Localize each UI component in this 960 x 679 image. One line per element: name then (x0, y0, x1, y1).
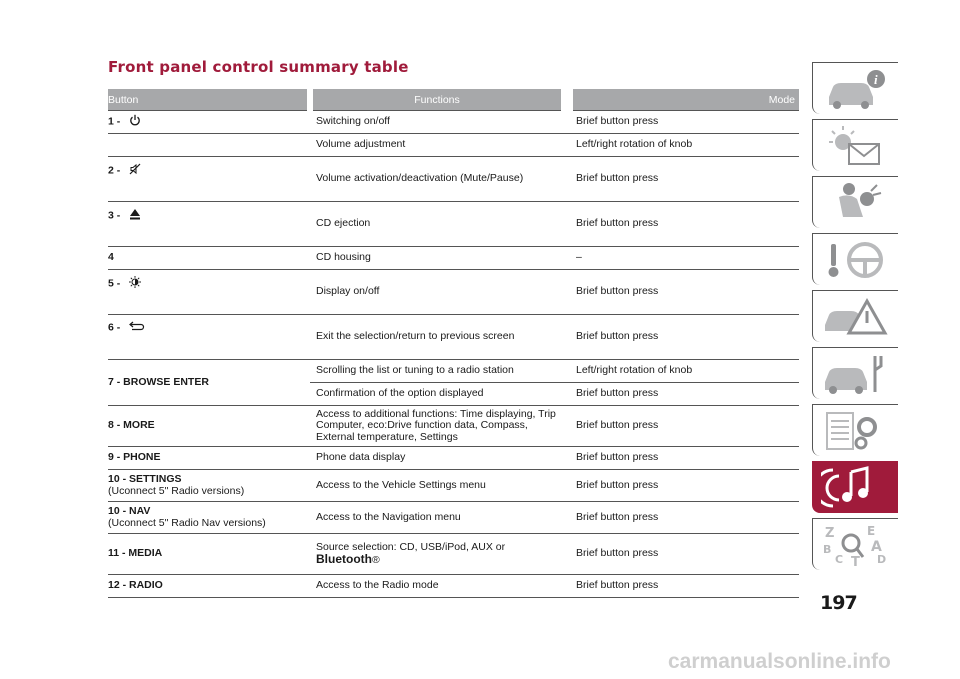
mode-cell: Brief button press (567, 406, 799, 447)
tab-multimedia[interactable] (812, 461, 898, 513)
table-row (108, 134, 799, 157)
page-number: 197 (820, 592, 857, 614)
svg-text:B: B (823, 543, 832, 556)
warning-lights-message-icon (821, 124, 891, 168)
tab-emergency[interactable] (812, 290, 898, 342)
function-cell: Volume adjustment (310, 134, 567, 157)
tab-car-info[interactable] (812, 62, 898, 114)
button-cell (108, 111, 310, 134)
button-label: 5 - (108, 277, 121, 290)
function-cell: Volume activation/deactivation (Mute/Pause) (310, 157, 567, 202)
mute-icon (129, 163, 141, 178)
display-brightness-icon (129, 276, 141, 291)
tab-technical-data[interactable] (812, 404, 898, 456)
button-cell (108, 502, 310, 534)
power-icon (129, 114, 141, 129)
bluetooth-wordmark: Bluetooth (316, 552, 372, 566)
svg-text:A: A (871, 539, 882, 555)
function-cell: Exit the selection/return to previous screen (310, 315, 567, 360)
button-cell (108, 315, 310, 360)
button-cell (108, 270, 310, 315)
function-text: Source selection: CD, USB/iPod, AUX or (316, 540, 506, 553)
function-cell: Phone data display (310, 447, 567, 470)
function-cell: Access to the Vehicle Settings menu (310, 470, 567, 502)
header-mode: Mode (567, 89, 799, 111)
button-label: 10 - SETTINGS (108, 473, 182, 486)
button-label: 1 - (108, 115, 121, 128)
registered-mark: ® (372, 554, 380, 566)
button-version-note: (Uconnect 5" Radio versions) (108, 484, 245, 497)
mode-cell: Brief button press (567, 111, 799, 134)
watermark: carmanualsonline.info (668, 650, 891, 673)
table-row (108, 111, 799, 134)
tab-safety[interactable] (812, 176, 898, 228)
button-label: 6 - (108, 321, 121, 334)
tab-starting-driving[interactable] (812, 233, 898, 285)
function-cell: Confirmation of the option displayed (310, 383, 567, 406)
alphabetical-index-icon (821, 523, 891, 567)
eject-icon (129, 208, 141, 223)
mode-cell: Brief button press (567, 270, 799, 315)
mode-cell: Brief button press (567, 534, 799, 575)
mode-cell: Brief button press (567, 575, 799, 598)
button-cell (108, 360, 310, 406)
table-row (108, 575, 799, 598)
table-row (108, 447, 799, 470)
function-cell: Access to the Navigation menu (310, 502, 567, 534)
mode-cell: – (567, 247, 799, 270)
multimedia-music-icon (821, 466, 891, 510)
function-cell: Switching on/off (310, 111, 567, 134)
tab-warning-lights[interactable] (812, 119, 898, 171)
car-emergency-warning-icon (821, 295, 891, 339)
button-label: 3 - (108, 209, 121, 222)
svg-text:D: D (877, 553, 887, 566)
technical-data-gears-icon (821, 409, 891, 453)
airbag-safety-icon (821, 181, 891, 225)
button-label: 11 - MEDIA (108, 547, 163, 560)
svg-text:T: T (851, 555, 860, 567)
mode-cell: Brief button press (567, 157, 799, 202)
table-row (108, 406, 799, 447)
mode-cell: Brief button press (567, 502, 799, 534)
car-maintenance-tools-icon (821, 352, 891, 396)
button-cell (108, 470, 310, 502)
table-row (108, 470, 799, 502)
button-label: 4 (108, 251, 114, 264)
mode-cell: Brief button press (567, 315, 799, 360)
function-cell: Scrolling the list or tuning to a radio station (310, 360, 567, 383)
section-title: Front panel control summary table (108, 58, 409, 76)
function-cell: Access to the Radio mode (310, 575, 567, 598)
table-row (108, 360, 799, 383)
button-cell (108, 157, 310, 202)
control-summary-table (108, 89, 799, 598)
mode-cell: Left/right rotation of knob (567, 360, 799, 383)
mode-cell: Brief button press (567, 470, 799, 502)
button-label: 2 - (108, 164, 121, 177)
button-cell (108, 247, 310, 270)
header-button: Button (108, 89, 310, 111)
table-row (108, 502, 799, 534)
function-cell (310, 534, 567, 575)
svg-text:C: C (835, 553, 844, 566)
button-label: 7 - BROWSE ENTER (108, 375, 209, 388)
button-cell (108, 134, 310, 157)
function-cell: CD ejection (310, 202, 567, 247)
table-row (108, 247, 799, 270)
button-cell (108, 575, 310, 598)
mode-cell: Left/right rotation of knob (567, 134, 799, 157)
table-row (108, 202, 799, 247)
button-version-note: (Uconnect 5" Radio Nav versions) (108, 516, 266, 529)
tab-index[interactable] (812, 518, 898, 570)
table-row (108, 315, 799, 360)
table-row (108, 534, 799, 575)
svg-text:E: E (867, 524, 876, 538)
key-steering-wheel-icon (821, 238, 891, 282)
header-functions: Functions (310, 89, 567, 111)
button-label: 8 - MORE (108, 419, 155, 432)
button-cell (108, 534, 310, 575)
mode-cell: Brief button press (567, 383, 799, 406)
car-info-icon (821, 67, 891, 111)
button-cell (108, 202, 310, 247)
return-arrow-icon (129, 321, 145, 334)
function-cell: CD housing (310, 247, 567, 270)
function-cell: Access to additional functions: Time displaying, Trip Computer, eco:Drive function data, Compass, External temperature, Settings (310, 406, 567, 447)
mode-cell: Brief button press (567, 447, 799, 470)
table-header-row (108, 89, 799, 111)
button-label: 12 - RADIO (108, 579, 163, 592)
button-label: 10 - NAV (108, 505, 151, 518)
button-label: 9 - PHONE (108, 451, 161, 464)
button-cell (108, 447, 310, 470)
table-row (108, 270, 799, 315)
table-row (108, 157, 799, 202)
svg-text:Z: Z (825, 526, 835, 541)
chapter-sidebar (812, 62, 898, 575)
button-cell (108, 406, 310, 447)
tab-maintenance[interactable] (812, 347, 898, 399)
function-cell: Display on/off (310, 270, 567, 315)
mode-cell: Brief button press (567, 202, 799, 247)
svg-text:i: i (874, 72, 878, 87)
